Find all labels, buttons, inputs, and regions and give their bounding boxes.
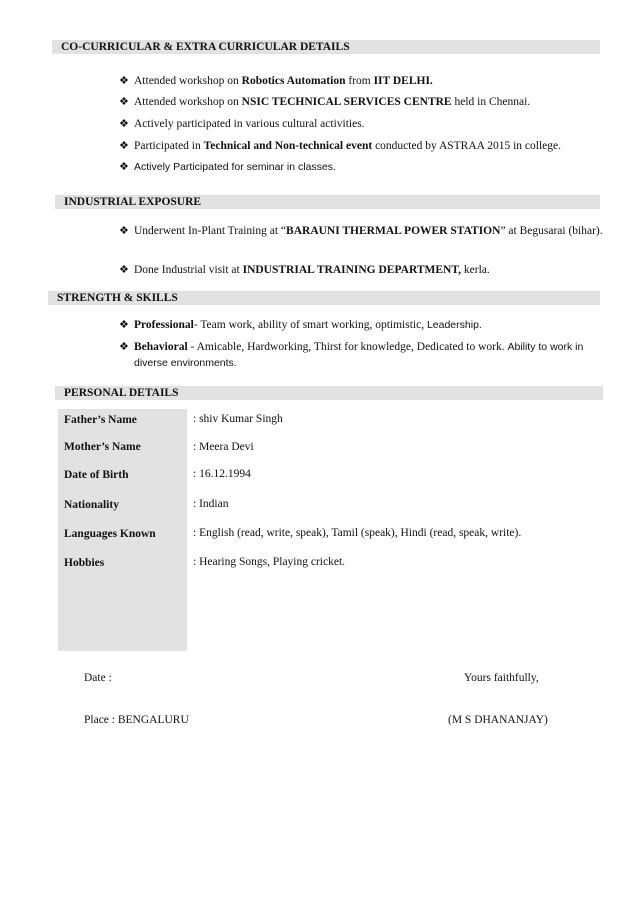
- diamond-bullet-icon: ❖: [119, 96, 129, 108]
- section-heading-strength: STRENGTH & SKILLS: [48, 291, 600, 305]
- list-item: ❖ Attended workshop on Robotics Automation from IIT DELHI.: [119, 70, 604, 93]
- list-item: ❖ Professional- Team work, ability of smart working, optimistic, Leadership.: [119, 314, 604, 337]
- diamond-bullet-icon: ❖: [119, 161, 129, 173]
- label-nationality: Nationality: [64, 499, 119, 511]
- list-item: ❖ Attended workshop on NSIC TECHNICAL SERVICES CENTRE held in Chennai.: [119, 91, 604, 114]
- label-hobbies: Hobbies: [64, 557, 105, 569]
- value-mothers-name: : Meera Devi: [193, 441, 254, 453]
- signature-name: (M S DHANANJAY): [448, 714, 548, 726]
- diamond-bullet-icon: ❖: [119, 225, 129, 237]
- list-item: ❖ Behavioral - Amicable, Hardworking, Thirst for knowledge, Dedicated to work. Ability to work in diverse environments.: [119, 341, 584, 369]
- list-item: ❖ Done Industrial visit at INDUSTRIAL TRAINING DEPARTMENT, kerla.: [119, 259, 604, 282]
- list-item: ❖ Underwent In-Plant Training at “BARAUNI THERMAL POWER STATION” at Begusarai (bihar).: [119, 220, 604, 243]
- value-hobbies: : Hearing Songs, Playing cricket.: [193, 556, 346, 568]
- label-date-of-birth: Date of Birth: [64, 469, 129, 481]
- closing-text: Yours faithfully,: [464, 672, 539, 684]
- section-heading-industrial: INDUSTRIAL EXPOSURE: [55, 195, 600, 209]
- list-item: ❖ Participated in Technical and Non-technical event conducted by ASTRAA 2015 in college.: [119, 135, 604, 158]
- list-item: ❖ Actively Participated for seminar in classes.: [119, 156, 604, 179]
- diamond-bullet-icon: ❖: [119, 140, 129, 152]
- section-heading-personal: PERSONAL DETAILS: [55, 386, 603, 400]
- section-heading-cocurricular: CO-CURRICULAR & EXTRA CURRICULAR DETAILS: [52, 40, 600, 54]
- label-fathers-name: Father’s Name: [64, 414, 137, 426]
- value-nationality: : Indian: [193, 498, 229, 510]
- place-line: Place : BENGALURU: [84, 714, 189, 726]
- value-languages: : English (read, write, speak), Tamil (speak), Hindi (read, speak, write).: [193, 527, 522, 539]
- diamond-bullet-icon: ❖: [119, 75, 129, 87]
- label-languages: Languages Known: [64, 528, 156, 540]
- label-mothers-name: Mother’s Name: [64, 441, 141, 453]
- diamond-bullet-icon: ❖: [119, 341, 129, 353]
- diamond-bullet-icon: ❖: [119, 319, 129, 331]
- diamond-bullet-icon: ❖: [119, 118, 129, 130]
- list-item: ❖ Actively participated in various cultural activities.: [119, 113, 604, 136]
- value-fathers-name: : shiv Kumar Singh: [193, 413, 283, 425]
- value-date-of-birth: : 16.12.1994: [193, 468, 251, 480]
- diamond-bullet-icon: ❖: [119, 264, 129, 276]
- date-line: Date :: [84, 672, 112, 684]
